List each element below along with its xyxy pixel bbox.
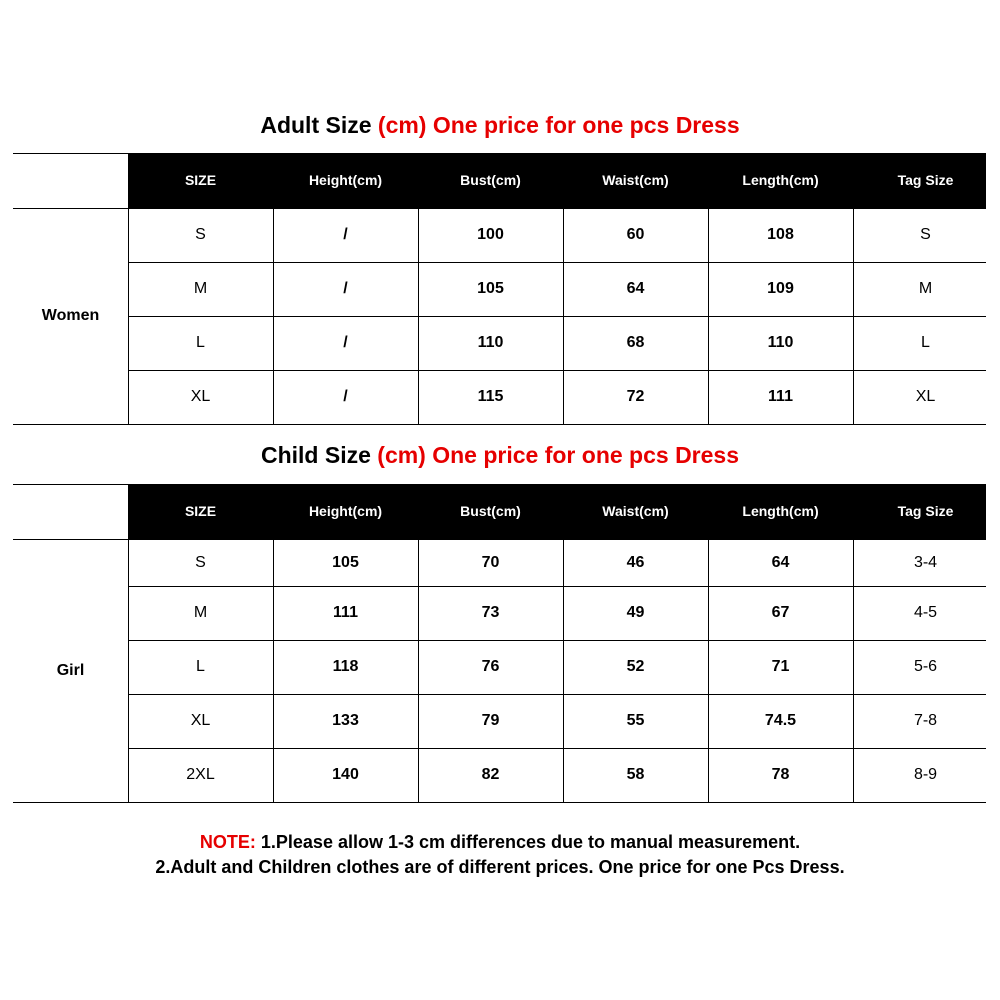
table-cell: M xyxy=(918,280,933,297)
table-cell: 82 xyxy=(481,766,500,783)
column-divider xyxy=(418,539,419,802)
column-divider xyxy=(708,208,709,424)
table-header-row xyxy=(128,484,986,539)
table-cell: 115 xyxy=(477,388,504,405)
table-cell: 109 xyxy=(767,280,794,297)
header-cell: Height(cm) xyxy=(308,503,383,519)
header-cell: Length(cm) xyxy=(742,503,819,519)
table-cell: 140 xyxy=(332,766,359,783)
table-cell: M xyxy=(193,604,208,621)
table-cell: 3-4 xyxy=(913,553,938,571)
table-header-row xyxy=(128,153,986,208)
table-cell: 74.5 xyxy=(764,712,797,729)
column-divider xyxy=(273,208,274,424)
column-divider xyxy=(273,539,274,802)
adult-size-title xyxy=(0,111,1000,139)
header-cell: Tag Size xyxy=(897,172,954,188)
table-cell: 118 xyxy=(332,658,359,675)
note-line-2: 2.Adult and Children clothes are of different prices. One price for one Pcs Dress. xyxy=(155,857,845,877)
header-cell: Bust(cm) xyxy=(460,172,521,188)
table-cell: 100 xyxy=(477,226,504,243)
group-label: Girl xyxy=(56,661,85,679)
table-cell: 4-5 xyxy=(913,604,938,621)
table-cell: 108 xyxy=(767,226,794,243)
column-divider xyxy=(853,208,854,424)
table-cell: 133 xyxy=(332,712,359,729)
adult-title-red: (cm) One price for one pcs Dress xyxy=(377,112,740,138)
column-divider xyxy=(128,153,129,424)
table-cell: 58 xyxy=(626,766,645,783)
table-cell: / xyxy=(343,388,348,405)
table-cell: 60 xyxy=(626,226,645,243)
table-cell: 49 xyxy=(626,604,645,621)
child-size-title xyxy=(0,441,1000,469)
table-cell: XL xyxy=(190,388,211,405)
table-cell: S xyxy=(195,553,206,571)
header-cell: Height(cm) xyxy=(308,172,383,188)
table-cell: 105 xyxy=(332,553,359,571)
table-cell: 71 xyxy=(771,658,790,675)
table-cell: 67 xyxy=(771,604,790,621)
table-cell: S xyxy=(195,226,206,243)
table-cell: 73 xyxy=(481,604,500,621)
header-cell: Waist(cm) xyxy=(602,503,669,519)
note-label: NOTE: xyxy=(199,832,256,852)
table-cell: L xyxy=(921,334,930,351)
child-title-black: Child Size xyxy=(260,442,371,468)
table-cell: XL xyxy=(190,712,211,729)
table-cell: 79 xyxy=(481,712,500,729)
table-cell: 78 xyxy=(771,766,790,783)
table-cell: / xyxy=(343,334,348,351)
table-cell: 64 xyxy=(626,280,645,297)
table-cell: 110 xyxy=(477,334,504,351)
row-divider xyxy=(13,424,986,425)
header-cell: SIZE xyxy=(184,503,217,519)
table-cell: 8-9 xyxy=(913,766,938,783)
table-cell: 2XL xyxy=(186,766,215,783)
group-label: Women xyxy=(41,307,100,324)
table-cell: / xyxy=(343,226,348,243)
header-cell: Tag Size xyxy=(897,503,954,519)
header-cell: Length(cm) xyxy=(742,172,819,188)
table-cell: 68 xyxy=(626,334,645,351)
table-cell: XL xyxy=(915,388,936,405)
table-cell: 46 xyxy=(626,553,645,571)
table-cell: L xyxy=(196,658,205,675)
column-divider xyxy=(418,208,419,424)
table-cell: 72 xyxy=(626,388,645,405)
header-cell: Bust(cm) xyxy=(460,503,521,519)
table-cell: 64 xyxy=(771,553,790,571)
table-cell: 110 xyxy=(767,334,794,351)
table-cell: 111 xyxy=(333,604,358,621)
header-cell: Waist(cm) xyxy=(602,172,669,188)
column-divider xyxy=(708,539,709,802)
header-cell: SIZE xyxy=(184,172,217,188)
note-line-1 xyxy=(0,830,1000,854)
table-cell: 52 xyxy=(626,658,645,675)
row-divider xyxy=(13,802,986,803)
table-cell: S xyxy=(920,226,931,243)
table-cell: 70 xyxy=(481,553,500,571)
note-text-1: 1.Please allow 1-3 cm differences due to manual measurement. xyxy=(255,832,801,852)
table-cell: 111 xyxy=(768,388,793,405)
column-divider xyxy=(853,539,854,802)
table-cell: 55 xyxy=(626,712,645,729)
table-cell: 76 xyxy=(481,658,500,675)
table-cell: L xyxy=(196,334,205,351)
column-divider xyxy=(128,484,129,802)
child-title-red: (cm) One price for one pcs Dress xyxy=(377,442,740,468)
table-cell: / xyxy=(343,280,348,297)
table-cell: 7-8 xyxy=(913,712,938,729)
column-divider xyxy=(563,208,564,424)
table-cell: M xyxy=(193,280,208,297)
table-cell: 105 xyxy=(477,280,504,297)
column-divider xyxy=(563,539,564,802)
table-cell: 5-6 xyxy=(913,658,938,675)
adult-title-black: Adult Size xyxy=(260,112,372,138)
